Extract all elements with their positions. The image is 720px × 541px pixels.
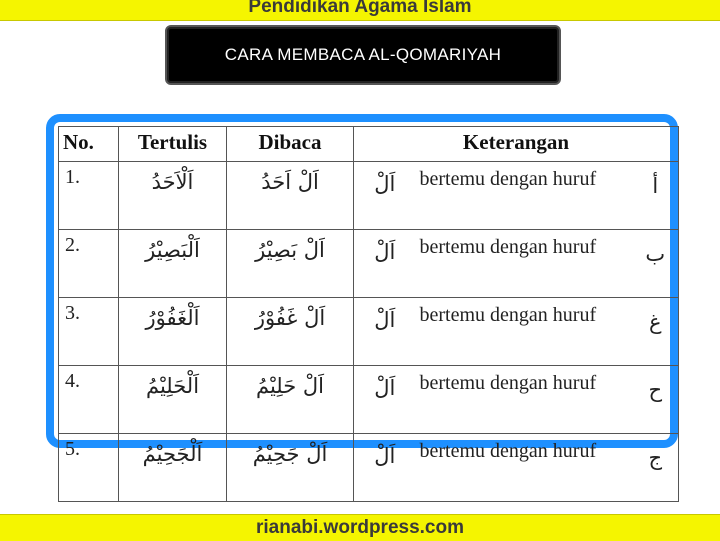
header-tertulis: Tertulis <box>119 127 227 162</box>
footer-bar <box>0 514 720 541</box>
header-dibaca: Dibaca <box>227 127 354 162</box>
al-cell: اَلْ <box>354 366 416 434</box>
dibaca-cell: اَلْ جَحِيْمُ <box>227 434 354 502</box>
banner-title: CARA MEMBACA AL-QOMARIYAH <box>224 45 502 64</box>
table-frame <box>46 114 678 470</box>
row-number: 1. <box>59 162 119 230</box>
keterangan-cell: bertemu dengan huruf <box>416 366 633 434</box>
row-number: 4. <box>59 366 119 434</box>
dibaca-cell: اَلْ غَفُوْرُ <box>227 298 354 366</box>
tertulis-cell: اَلْغَفُوْرُ <box>119 298 227 366</box>
dibaca-cell: اَلْ حَلِيْمُ <box>227 366 354 434</box>
huruf-cell: أ <box>633 162 679 230</box>
header-bar <box>0 0 720 21</box>
dibaca-cell: اَلْ بَصِيْرُ <box>227 230 354 298</box>
keterangan-cell: bertemu dengan huruf <box>416 434 633 502</box>
huruf-cell: ج <box>633 434 679 502</box>
header-keterangan: Keterangan <box>354 127 679 162</box>
huruf-cell: غ <box>633 298 679 366</box>
title-banner <box>165 25 561 85</box>
al-cell: اَلْ <box>354 230 416 298</box>
row-number: 2. <box>59 230 119 298</box>
footer-text: rianabi.wordpress.com <box>255 517 464 538</box>
dibaca-cell: اَلْ اَحَدُ <box>227 162 354 230</box>
tertulis-cell: اَلْحَلِيْمُ <box>119 366 227 434</box>
table-row <box>59 162 679 230</box>
table-row <box>59 298 679 366</box>
qomariyah-table <box>58 126 679 502</box>
al-cell: اَلْ <box>354 162 416 230</box>
keterangan-cell: bertemu dengan huruf <box>416 298 633 366</box>
row-number: 5. <box>59 434 119 502</box>
keterangan-cell: bertemu dengan huruf <box>416 230 633 298</box>
table-row <box>59 230 679 298</box>
row-number: 3. <box>59 298 119 366</box>
keterangan-cell: bertemu dengan huruf <box>416 162 633 230</box>
table-row <box>59 434 679 502</box>
al-cell: اَلْ <box>354 298 416 366</box>
huruf-cell: ح <box>633 366 679 434</box>
header-no: No. <box>59 127 119 162</box>
table-row <box>59 366 679 434</box>
tertulis-cell: اَلْبَصِيْرُ <box>119 230 227 298</box>
huruf-cell: ب <box>633 230 679 298</box>
tertulis-cell: اَلْجَحِيْمُ <box>119 434 227 502</box>
al-cell: اَلْ <box>354 434 416 502</box>
table-header-row <box>59 127 679 162</box>
header-title: Pendidikan Agama Islam <box>248 0 472 17</box>
tertulis-cell: اَلْاَحَدُ <box>119 162 227 230</box>
